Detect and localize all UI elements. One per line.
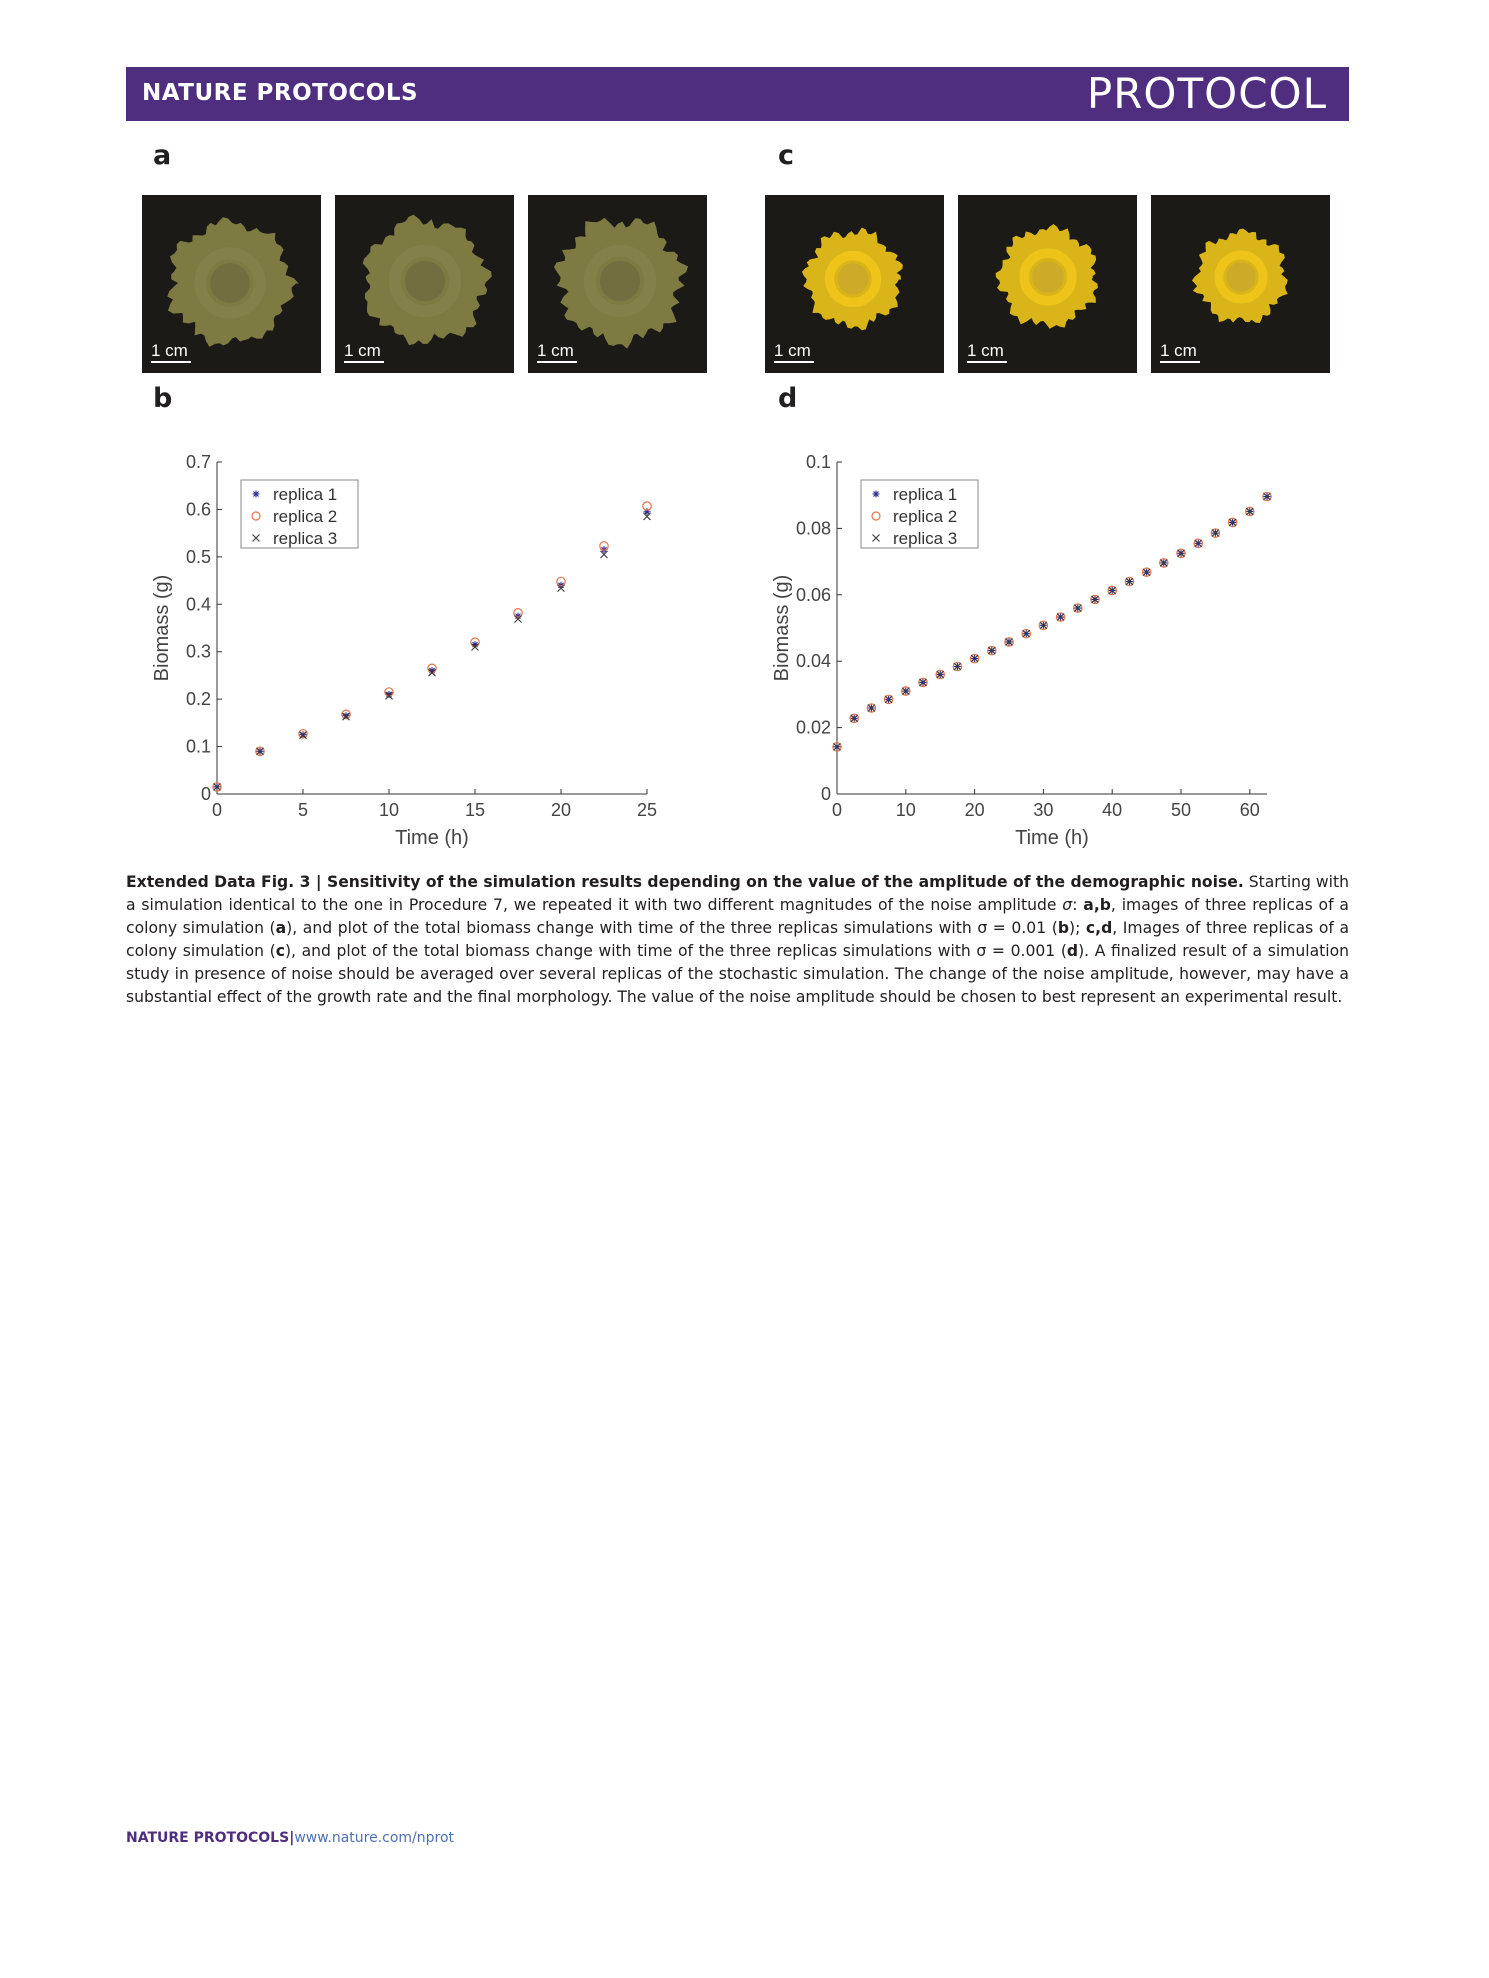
x-tick-label: 0 — [211, 800, 223, 820]
legend-label: replica 3 — [273, 529, 338, 548]
y-tick-label: 0.3 — [185, 641, 211, 662]
caption-panel-ref: a — [275, 919, 287, 937]
caption-text: ( — [1046, 919, 1058, 937]
x-tick-label: 30 — [1033, 800, 1054, 820]
x-axis-label: Time (h) — [395, 827, 469, 849]
scale-bar-label: 1 cm — [151, 341, 188, 360]
legend-label: replica 1 — [893, 485, 958, 504]
x-tick-label: 5 — [297, 800, 309, 820]
caption-text: ), and plot of the total biomass change with time of the three replicas simulations with — [284, 942, 977, 960]
x-tick-label: 40 — [1102, 800, 1123, 820]
y-tick-label: 0.7 — [185, 452, 211, 472]
x-axis-label: Time (h) — [1015, 827, 1089, 849]
legend-label: replica 3 — [893, 529, 958, 548]
caption-text: , Images of three replicas of a colony simulation ( — [126, 919, 1350, 960]
y-tick-label: 0.06 — [795, 584, 831, 605]
colony-image-c-1 — [765, 195, 944, 373]
caption-panel-ref: d — [1066, 942, 1079, 960]
y-tick-label: 0 — [200, 784, 211, 804]
caption-panel-ref: b — [1057, 919, 1069, 937]
y-axis-label: Biomass (g) — [771, 574, 793, 682]
x-tick-label: 20 — [964, 800, 985, 820]
x-tick-label: 25 — [636, 800, 658, 820]
scale-bar — [537, 361, 577, 363]
article-type: PROTOCOL — [1086, 69, 1327, 118]
caption-panel-ref: c,d — [1085, 919, 1113, 937]
y-tick-label: 0 — [820, 784, 831, 804]
x-tick-label: 10 — [895, 800, 916, 820]
figure-caption — [126, 871, 1349, 1009]
y-tick-label: 0.08 — [795, 518, 831, 539]
panel-label-d: d — [778, 383, 798, 414]
scale-bar — [774, 361, 814, 363]
colony-core — [600, 261, 640, 301]
caption-text: ). A finalized result of a simulation study in presence of noise should be averaged over several replicas of the stochastic simulation. The change of the noise amplitude, however, may have a substantial effect of the growth rate and the final morphology. The value of the noise amplitude should be chosen to best represent an experimental result. — [126, 942, 1349, 1006]
footer-separator: | — [289, 1830, 295, 1846]
caption-equation: σ = 0.01 — [977, 919, 1047, 937]
legend-label: replica 2 — [893, 507, 958, 526]
x-tick-label: 10 — [378, 800, 400, 820]
caption-equation: σ = 0.001 — [976, 942, 1056, 960]
x-tick-label: 0 — [831, 800, 843, 820]
colony-image-a-3 — [528, 195, 707, 373]
chart-b-biomass-vs-time — [140, 440, 680, 860]
x-tick-label: 15 — [464, 800, 486, 820]
page-footer — [126, 1830, 454, 1846]
caption-text: Starting with a simulation identical to the one in Procedure 7, we repeated it with two different magnitudes of the noise amplitude — [126, 873, 1349, 914]
footer-journal: NATURE PROTOCOLS — [126, 1830, 290, 1846]
colony-core — [1226, 262, 1255, 291]
chart-d-biomass-vs-time — [760, 440, 1300, 860]
scale-bar — [967, 361, 1007, 363]
caption-panel-ref: a,b — [1083, 896, 1111, 914]
colony-image-c-3 — [1151, 195, 1330, 373]
colony-core — [1032, 261, 1064, 293]
colony-image-a-1 — [142, 195, 321, 373]
colony-image-a-2 — [335, 195, 514, 373]
y-tick-label: 0.1 — [185, 736, 211, 757]
footer-url-link[interactable]: www.nature.com/nprot — [294, 1830, 455, 1846]
legend-label: replica 1 — [273, 485, 338, 504]
caption-text: ), and plot of the total biomass change with time of the three replicas simulations with — [286, 919, 978, 937]
y-tick-label: 0.6 — [185, 499, 211, 520]
caption-text: ( — [1055, 942, 1067, 960]
scale-bar-label: 1 cm — [1160, 341, 1197, 360]
legend-marker — [253, 491, 260, 498]
caption-symbol: σ — [1062, 896, 1073, 914]
y-tick-label: 0.02 — [795, 717, 831, 738]
data-point-replica-1 — [386, 691, 393, 698]
colony-core — [837, 263, 868, 294]
colony-core — [210, 263, 250, 303]
legend-label: replica 2 — [273, 507, 338, 526]
x-tick-label: 20 — [550, 800, 572, 820]
panel-label-a: a — [153, 140, 172, 171]
y-axis-label: Biomass (g) — [151, 574, 173, 682]
colony-core — [405, 261, 445, 301]
scale-bar-label: 1 cm — [344, 341, 381, 360]
journal-header-bar — [126, 67, 1349, 121]
caption-text: : — [1072, 896, 1084, 914]
scale-bar-label: 1 cm — [967, 341, 1004, 360]
y-tick-label: 0.2 — [185, 689, 211, 710]
journal-name: NATURE PROTOCOLS — [142, 80, 419, 106]
legend-marker — [873, 491, 880, 498]
caption-panel-ref: c — [275, 942, 285, 960]
scale-bar — [151, 361, 191, 363]
caption-text: ); — [1069, 919, 1086, 937]
panel-label-b: b — [153, 383, 173, 414]
x-tick-label: 50 — [1170, 800, 1192, 820]
scale-bar — [344, 361, 384, 363]
x-tick-label: 60 — [1239, 800, 1260, 820]
caption-title: Extended Data Fig. 3 | Sensitivity of the simulation results depending on the value of the amplitude of the demographic noise. — [126, 873, 1244, 891]
panel-label-c: c — [778, 140, 795, 171]
colony-image-c-2 — [958, 195, 1137, 373]
caption-text: , images of three replicas of a colony simulation ( — [126, 896, 1349, 937]
y-tick-label: 0.1 — [805, 452, 831, 472]
y-tick-label: 0.4 — [185, 594, 211, 615]
scale-bar-label: 1 cm — [774, 341, 811, 360]
y-tick-label: 0.5 — [185, 546, 211, 567]
scale-bar — [1160, 361, 1200, 363]
scale-bar-label: 1 cm — [537, 341, 574, 360]
y-tick-label: 0.04 — [795, 651, 831, 672]
